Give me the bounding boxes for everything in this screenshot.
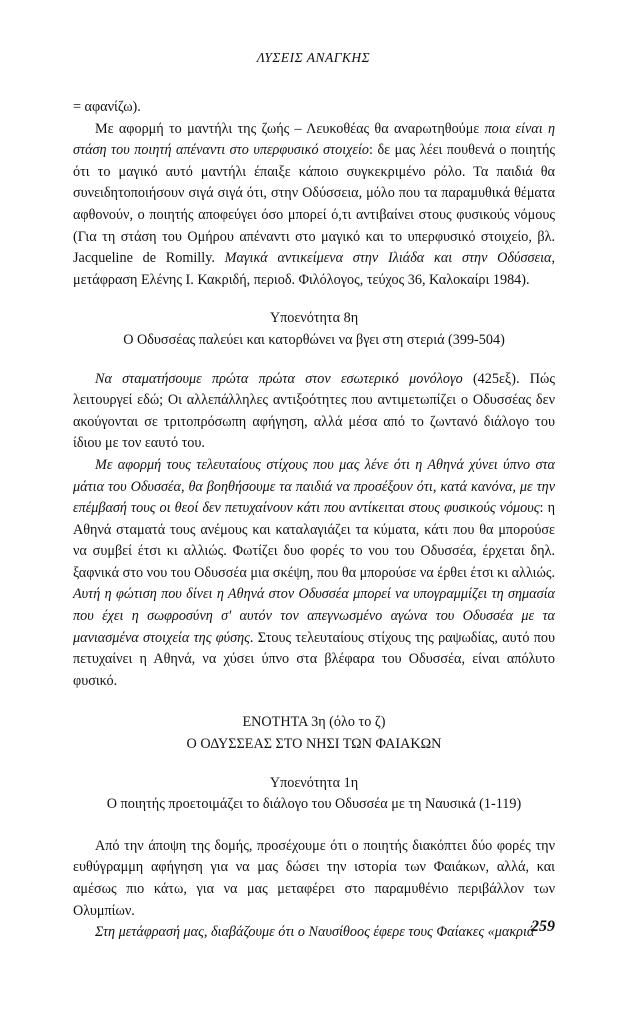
page-number: 259 xyxy=(531,918,555,935)
paragraph-inner-monologue xyxy=(73,369,555,455)
unit-heading-number: ΕΝΟΤΗΤΑ 3η (όλο το ζ) xyxy=(242,714,386,731)
italic-run: Στη μετάφρασή μας, διαβάζουμε ότι ο Ναυσίθοος έφερε τους Φαίακες «μακριά xyxy=(95,924,535,941)
italic-run: Μαγικά αντικείμενα στην Ιλιάδα και στην Οδύσσεια xyxy=(224,250,552,267)
subsection-heading-number: Υποενότητα 8η xyxy=(269,310,359,327)
paragraph-magic-veil xyxy=(73,119,555,292)
text-run: : η Αθηνά σταματά τους ανέμους και καταλαγιάζει τα κύματα, κάτι που θα μπορούσε να συμβεί έτσι κι αλλιώς. Φωτίζει δυο φορές το νου του Οδυσσέα, έρχεται δηλ. ξαφνικά στο νου του Οδυσσέα μια σκέψη, που θα μπορούσε να έρθει έτσι κι αλλιώς. xyxy=(73,500,555,581)
subsection-heading-title: Ο Οδυσσέας παλεύει και κατορθώνει να βγει στη στεριά (399-504) xyxy=(123,331,505,348)
text-run: . Στους τελευταίους στίχους της ραψωδίας, αυτό που πετυχαίνει η Αθηνά, να χύσει ύπνο στα βλέφαρα του Οδυσσέα, είναι απόλυτο φυσικό. xyxy=(73,629,555,689)
paragraph-continuation xyxy=(73,97,555,119)
text-run: = αφανίζω). xyxy=(73,99,141,115)
unit-heading-title: Ο ΟΔΥΣΣΕΑΣ ΣΤΟ ΝΗΣΙ ΤΩΝ ΦΑΙΑΚΩΝ xyxy=(186,736,442,753)
subsection-heading-title: Ο ποιητής προετοιμάζει το διάλογο του Οδυσσέα με τη Ναυσικά (1-119) xyxy=(106,796,522,813)
italic-run: Να σταματήσουμε πρώτα πρώτα στον εσωτερικό μονόλογο xyxy=(95,370,463,387)
text-run: : δε μας λέει πουθενά ο ποιητής ότι το μαγικό αυτό μαντήλι έπαιξε κάποιο συγκεκριμένο ρόλο. Τα παιδιά θα συνειδητοποιήσουν σιγά σιγά ότι, στην Οδύσσεια, μόλο που τα παραμυθικά θέματα αφθονούν, ο ποιητής αποφεύγει όσο μπορεί ό,τι αντιβαίνει στους φυσικούς νόμους (Για τη στάση του Ομήρου απέναντι στο μαγικό και το υπερφυσικό στοιχείο, βλ. Jacqueline de Romilly. xyxy=(73,142,555,267)
text-run: , μετάφραση Ελένης Ι. Κακριδή, περιοδ. Φιλόλογος, τεύχος 36, Καλοκαίρι 1984). xyxy=(73,250,555,288)
italic-run: Αυτή η φώτιση που δίνει η Αθηνά στον Οδυσσέα μπορεί να υπογραμμίζει τη σημασία που έχει η σωφροσύνη σ' αυτόν τον απεγνωσμένο αγώνα του Οδυσσέα με τα μανιασμένα στοιχεία της φύσης xyxy=(73,586,555,646)
text-run: Από την άποψη της δομής, προσέχουμε ότι ο ποιητής διακόπτει δύο φορές την ευθύγραμμη αφήγηση για να μας δώσει την ιστορία των Φαιάκων, αλλά, και αμέσως πιο κάτω, για να μας μεταφέρει στο παραμυθένιο περιβάλλον των Ολυμπίων. xyxy=(73,837,555,919)
italic-run: Με αφορμή τους τελευταίους στίχους που μας λένε ότι η Αθηνά χύνει ύπνο στα μάτια του Οδυσσέα, θα βοηθήσουμε τα παιδιά να προσέξουν ότι, κατά κανόνα, με την επέμβασή τους οι θεοί δεν πετυχαίνουν κάτι που αντίκειται στους φυσικούς νόμους xyxy=(73,456,555,517)
paragraph-athena-sleep xyxy=(73,455,555,693)
text-run: (425εξ). Πώς λειτουργεί εδώ; Οι αλλεπάλληλες αντιξοότητες που αντιμετωπίζει ο Οδυσσέας δεν ακούγονται σε τριτοπρόσωπη αφήγηση, αλλά μέσα από το ζωντανό διάλογο του ίδιου με τον εαυτό του. xyxy=(73,370,555,452)
running-header: ΛΥΣΕΙΣ ΑΝΑΓΚΗΣ xyxy=(256,50,371,65)
text-run: Με αφορμή το μαντήλι της ζωής – Λευκοθέας θα αναρωτηθούμε xyxy=(95,120,485,137)
page-body xyxy=(73,97,555,944)
subsection-heading-number: Υποενότητα 1η xyxy=(269,774,359,791)
italic-run: ποια είναι η στάση του ποιητή απέναντι στο υπερφυσικό στοιχείο xyxy=(73,120,555,159)
paragraph-structure xyxy=(73,836,555,922)
